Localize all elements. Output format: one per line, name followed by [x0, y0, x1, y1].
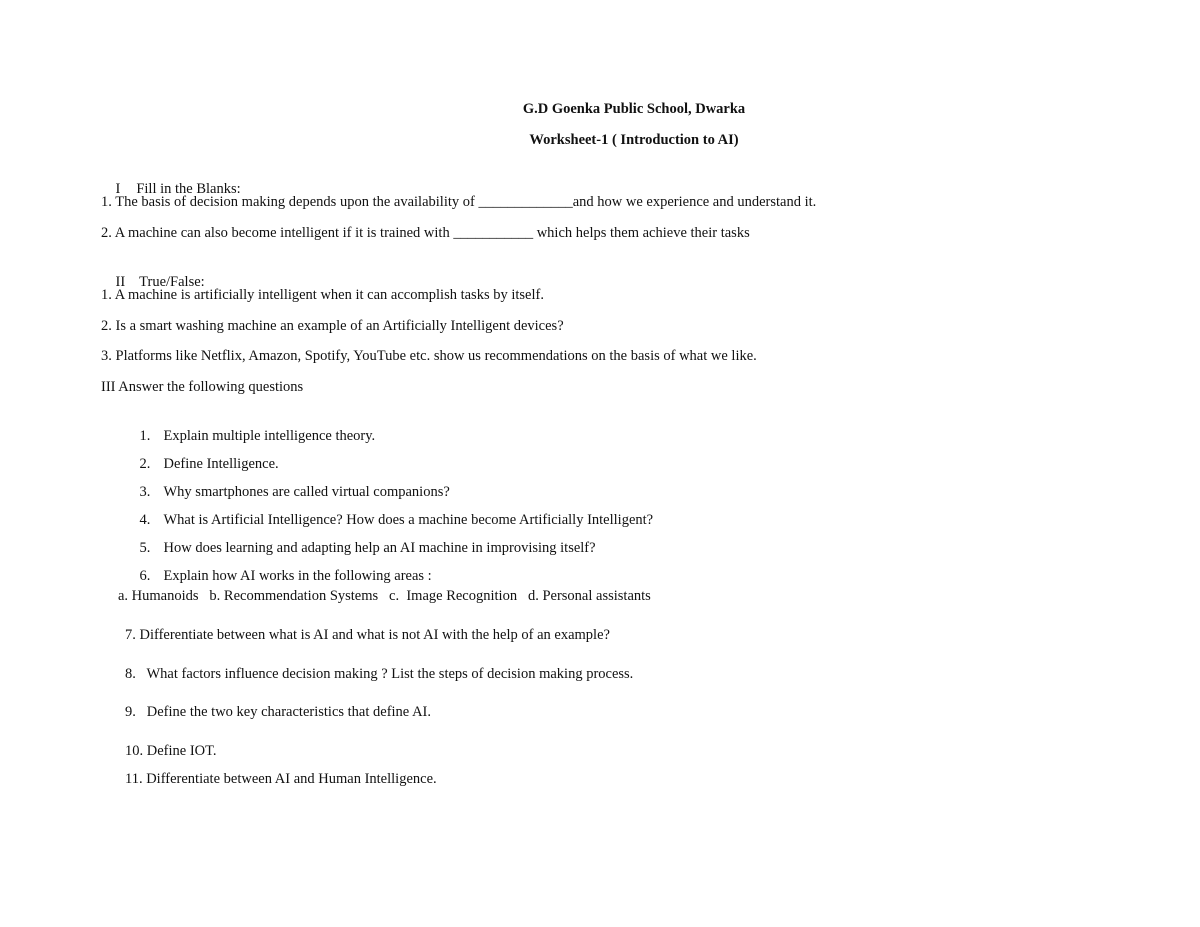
question-6-subitems: a. Humanoids b. Recommendation Systems c. Image Recognition d. Personal assistants — [118, 588, 651, 604]
section-2-text: True/False: — [139, 274, 205, 290]
question-2-text: Define Intelligence. — [163, 456, 279, 472]
question-1-text: Explain multiple intelligence theory. — [163, 428, 376, 444]
true-false-item-3: 3. Platforms like Netflix, Amazon, Spotify, YouTube etc. show us recommendations on the basis of what we like. — [101, 348, 757, 364]
school-name: G.D Goenka Public School, Dwarka — [522, 101, 746, 117]
section-1-text: Fill in the Blanks: — [136, 181, 241, 197]
question-5-text: How does learning and adapting help an AI machine in improvising itself? — [163, 540, 596, 556]
worksheet-title: Worksheet-1 ( Introduction to AI) — [529, 132, 739, 148]
section-2-number: II — [115, 274, 126, 290]
fill-blank-item-2: 2. A machine can also become intelligent if it is trained with ___________ which helps them achieve their tasks — [101, 225, 750, 241]
question-7: 7. Differentiate between what is AI and what is not AI with the help of an example? — [125, 627, 610, 643]
question-3-number: 3. — [139, 484, 151, 500]
true-false-item-2: 2. Is a smart washing machine an example of an Artificially Intelligent devices? — [101, 318, 564, 334]
section-1-number: I — [115, 181, 121, 197]
question-1-number: 1. — [139, 428, 151, 444]
question-8: 8. What factors influence decision making ? List the steps of decision making process. — [125, 666, 634, 682]
question-4-number: 4. — [139, 512, 151, 528]
question-6-number: 6. — [139, 568, 151, 584]
question-3-text: Why smartphones are called virtual companions? — [163, 484, 450, 500]
question-2-number: 2. — [139, 456, 151, 472]
question-10: 10. Define IOT. — [125, 743, 217, 759]
question-11: 11. Differentiate between AI and Human Intelligence. — [125, 771, 437, 787]
question-4-text: What is Artificial Intelligence? How does a machine become Artificially Intelligent? — [163, 512, 654, 528]
true-false-item-1: 1. A machine is artificially intelligent when it can accomplish tasks by itself. — [101, 287, 544, 303]
question-5-number: 5. — [139, 540, 151, 556]
question-9: 9. Define the two key characteristics that define AI. — [125, 704, 431, 720]
section-3-heading: III Answer the following questions — [101, 379, 304, 395]
fill-blank-item-1: 1. The basis of decision making depends upon the availability of _____________and how we experience and understand it. — [101, 194, 817, 210]
question-6-text: Explain how AI works in the following areas : — [163, 568, 432, 584]
